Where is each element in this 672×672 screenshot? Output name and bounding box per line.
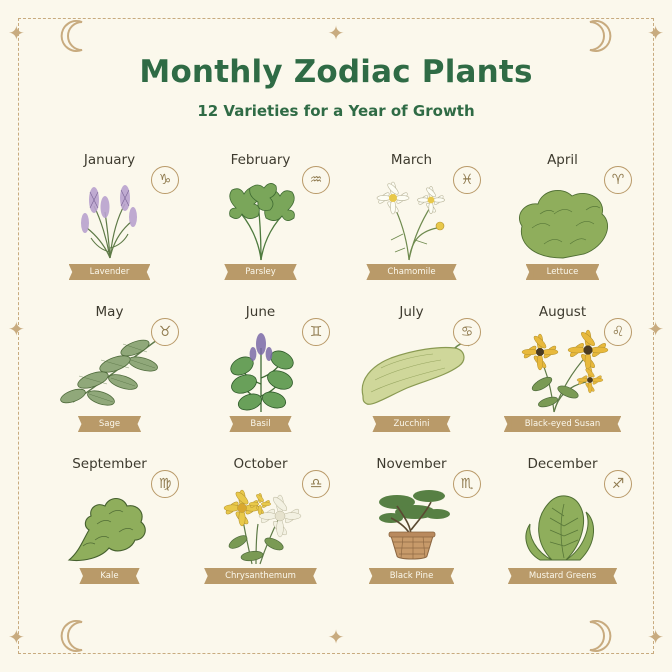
month-card <box>34 302 185 454</box>
month-card <box>185 150 336 302</box>
plant-name-ribbon: Lavender <box>76 264 144 280</box>
month-label: August <box>538 304 587 320</box>
four-point-sparkle-icon: ✦ <box>8 627 25 649</box>
zodiac-badge-taurus: ♉ <box>151 318 179 346</box>
month-card <box>487 302 638 454</box>
zodiac-badge-virgo: ♍ <box>151 470 179 498</box>
zodiac-badge-aquarius: ♒ <box>302 166 330 194</box>
zodiac-badge-cancer: ♋ <box>453 318 481 346</box>
month-card <box>34 454 185 606</box>
page-title: Monthly Zodiac Plants <box>139 54 533 90</box>
four-point-sparkle-icon: ✦ <box>327 23 345 45</box>
four-point-sparkle-icon: ✦ <box>647 627 664 649</box>
zodiac-badge-scorpio: ♏ <box>453 470 481 498</box>
plant-name-ribbon: Parsley <box>231 264 290 280</box>
four-point-sparkle-icon: ✦ <box>8 319 25 341</box>
four-point-sparkle-icon: ✦ <box>647 23 664 45</box>
zodiac-badge-aries: ♈ <box>604 166 632 194</box>
month-card <box>336 454 487 606</box>
month-label: October <box>233 456 288 472</box>
zodiac-badge-leo: ♌ <box>604 318 632 346</box>
zodiac-badge-sagittarius: ♐ <box>604 470 632 498</box>
month-grid <box>34 150 638 606</box>
plant-name-ribbon: Mustard Greens <box>515 568 610 584</box>
month-card <box>336 150 487 302</box>
plant-name-ribbon: Black Pine <box>376 568 448 584</box>
month-label: May <box>95 304 124 320</box>
month-label: June <box>245 304 276 320</box>
month-label: December <box>527 456 598 472</box>
month-card <box>185 302 336 454</box>
month-label: July <box>399 304 424 320</box>
crescent-moon-icon <box>52 16 92 56</box>
zodiac-badge-pisces: ♓ <box>453 166 481 194</box>
month-card <box>336 302 487 454</box>
four-point-sparkle-icon: ✦ <box>327 627 345 649</box>
poster-header <box>0 54 672 120</box>
plant-name-ribbon: Black-eyed Susan <box>511 416 614 432</box>
page-subtitle: 12 Varieties for a Year of Growth <box>197 102 475 120</box>
month-label: September <box>72 456 147 472</box>
zodiac-badge-gemini: ♊ <box>302 318 330 346</box>
month-card <box>487 150 638 302</box>
month-label: February <box>230 152 291 168</box>
plant-name-ribbon: Zucchini <box>379 416 443 432</box>
plant-name-ribbon: Sage <box>85 416 134 432</box>
month-label: January <box>83 152 136 168</box>
four-point-sparkle-icon: ✦ <box>8 23 25 45</box>
plant-name-ribbon: Chamomile <box>373 264 449 280</box>
plant-name-ribbon: Lettuce <box>533 264 593 280</box>
month-label: April <box>547 152 578 168</box>
crescent-moon-icon <box>580 16 620 56</box>
month-label: November <box>376 456 447 472</box>
month-label: March <box>390 152 433 168</box>
month-card <box>185 454 336 606</box>
plant-name-ribbon: Chrysanthemum <box>211 568 310 584</box>
plant-name-ribbon: Kale <box>86 568 132 584</box>
month-card <box>34 150 185 302</box>
plant-name-ribbon: Basil <box>236 416 284 432</box>
crescent-moon-icon <box>580 616 620 656</box>
crescent-moon-icon <box>52 616 92 656</box>
four-point-sparkle-icon: ✦ <box>647 319 664 341</box>
zodiac-badge-libra: ♎ <box>302 470 330 498</box>
month-card <box>487 454 638 606</box>
zodiac-badge-capricorn: ♑ <box>151 166 179 194</box>
